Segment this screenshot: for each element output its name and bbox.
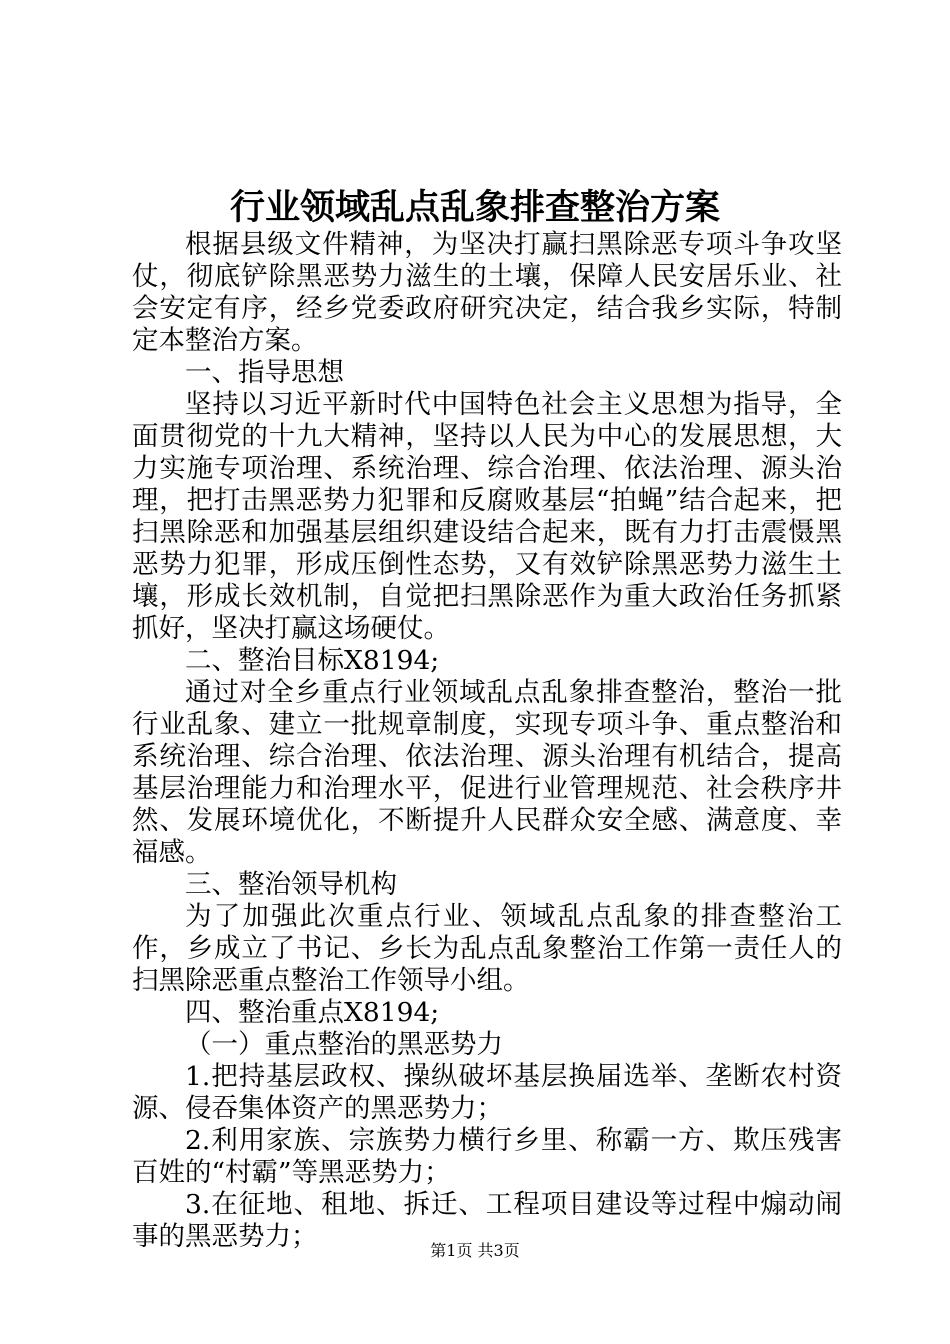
page-footer: 第1页 共3页: [430, 1241, 520, 1260]
paragraph-guiding-ideology: 坚持以习近平新时代中国特色社会主义思想为指导，全面贯彻党的十九大精神，坚持以人民为中心的发展思想，大力实施专项治理、系统治理、综合治理、依法治理、源头治理，把打击黑恶势力犯罪和反腐败基层“拍蝇”结合起来，把扫黑除恶和加强基层组织建设结合起来，既有力打击震慑黑恶势力犯罪，形成压倒性态势，又有效铲除黑恶势力滋生土壤，形成长效机制，自觉把扫黑除恶作为重大政治任务抓紧抓好，坚决打赢这场硬仗。: [132, 389, 842, 644]
document-body: [132, 229, 842, 1253]
heading-objectives: 二、整治目标X8194;: [185, 645, 440, 676]
heading-guiding-ideology: 一、指导思想: [185, 357, 344, 388]
document-title: 行业领域乱点乱象排查整治方案: [229, 187, 720, 228]
list-item-2: 2.利用家族、宗族势力横行乡里、称霸一方、欺压残害百姓的“村霸”等黑恶势力；: [132, 1125, 842, 1188]
paragraph-leadership: 为了加强此次重点行业、领域乱点乱象的排查整治工作，乡成立了书记、乡长为乱点乱象整治工作第一责任人的扫黑除恶重点整治工作领导小组。: [132, 901, 842, 996]
list-item-3: 3.在征地、租地、拆迁、工程项目建设等过程中煽动闹事的黑恶势力；: [132, 1189, 842, 1252]
subheading-key-forces: （一）重点整治的黑恶势力: [185, 1029, 503, 1060]
heading-key-points: 四、整治重点X8194;: [185, 997, 440, 1028]
paragraph-intro: 根据县级文件精神，为坚决打赢扫黑除恶专项斗争攻坚仗，彻底铲除黑恶势力滋生的土壤，保障人民安居乐业、社会安定有序，经乡党委政府研究决定，结合我乡实际，特制定本整治方案。: [132, 229, 842, 356]
list-item-1: 1.把持基层政权、操纵破坏基层换届选举、垄断农村资源、侵吞集体资产的黑恶势力；: [132, 1061, 842, 1124]
paragraph-objectives: 通过对全乡重点行业领域乱点乱象排查整治，整治一批行业乱象、建立一批规章制度，实现专项斗争、重点整治和系统治理、综合治理、依法治理、源头治理有机结合，提高基层治理能力和治理水平，促进行业管理规范、社会秩序井然、发展环境优化，不断提升人民群众安全感、满意度、幸福感。: [132, 677, 842, 868]
heading-leadership: 三、整治领导机构: [185, 869, 397, 900]
